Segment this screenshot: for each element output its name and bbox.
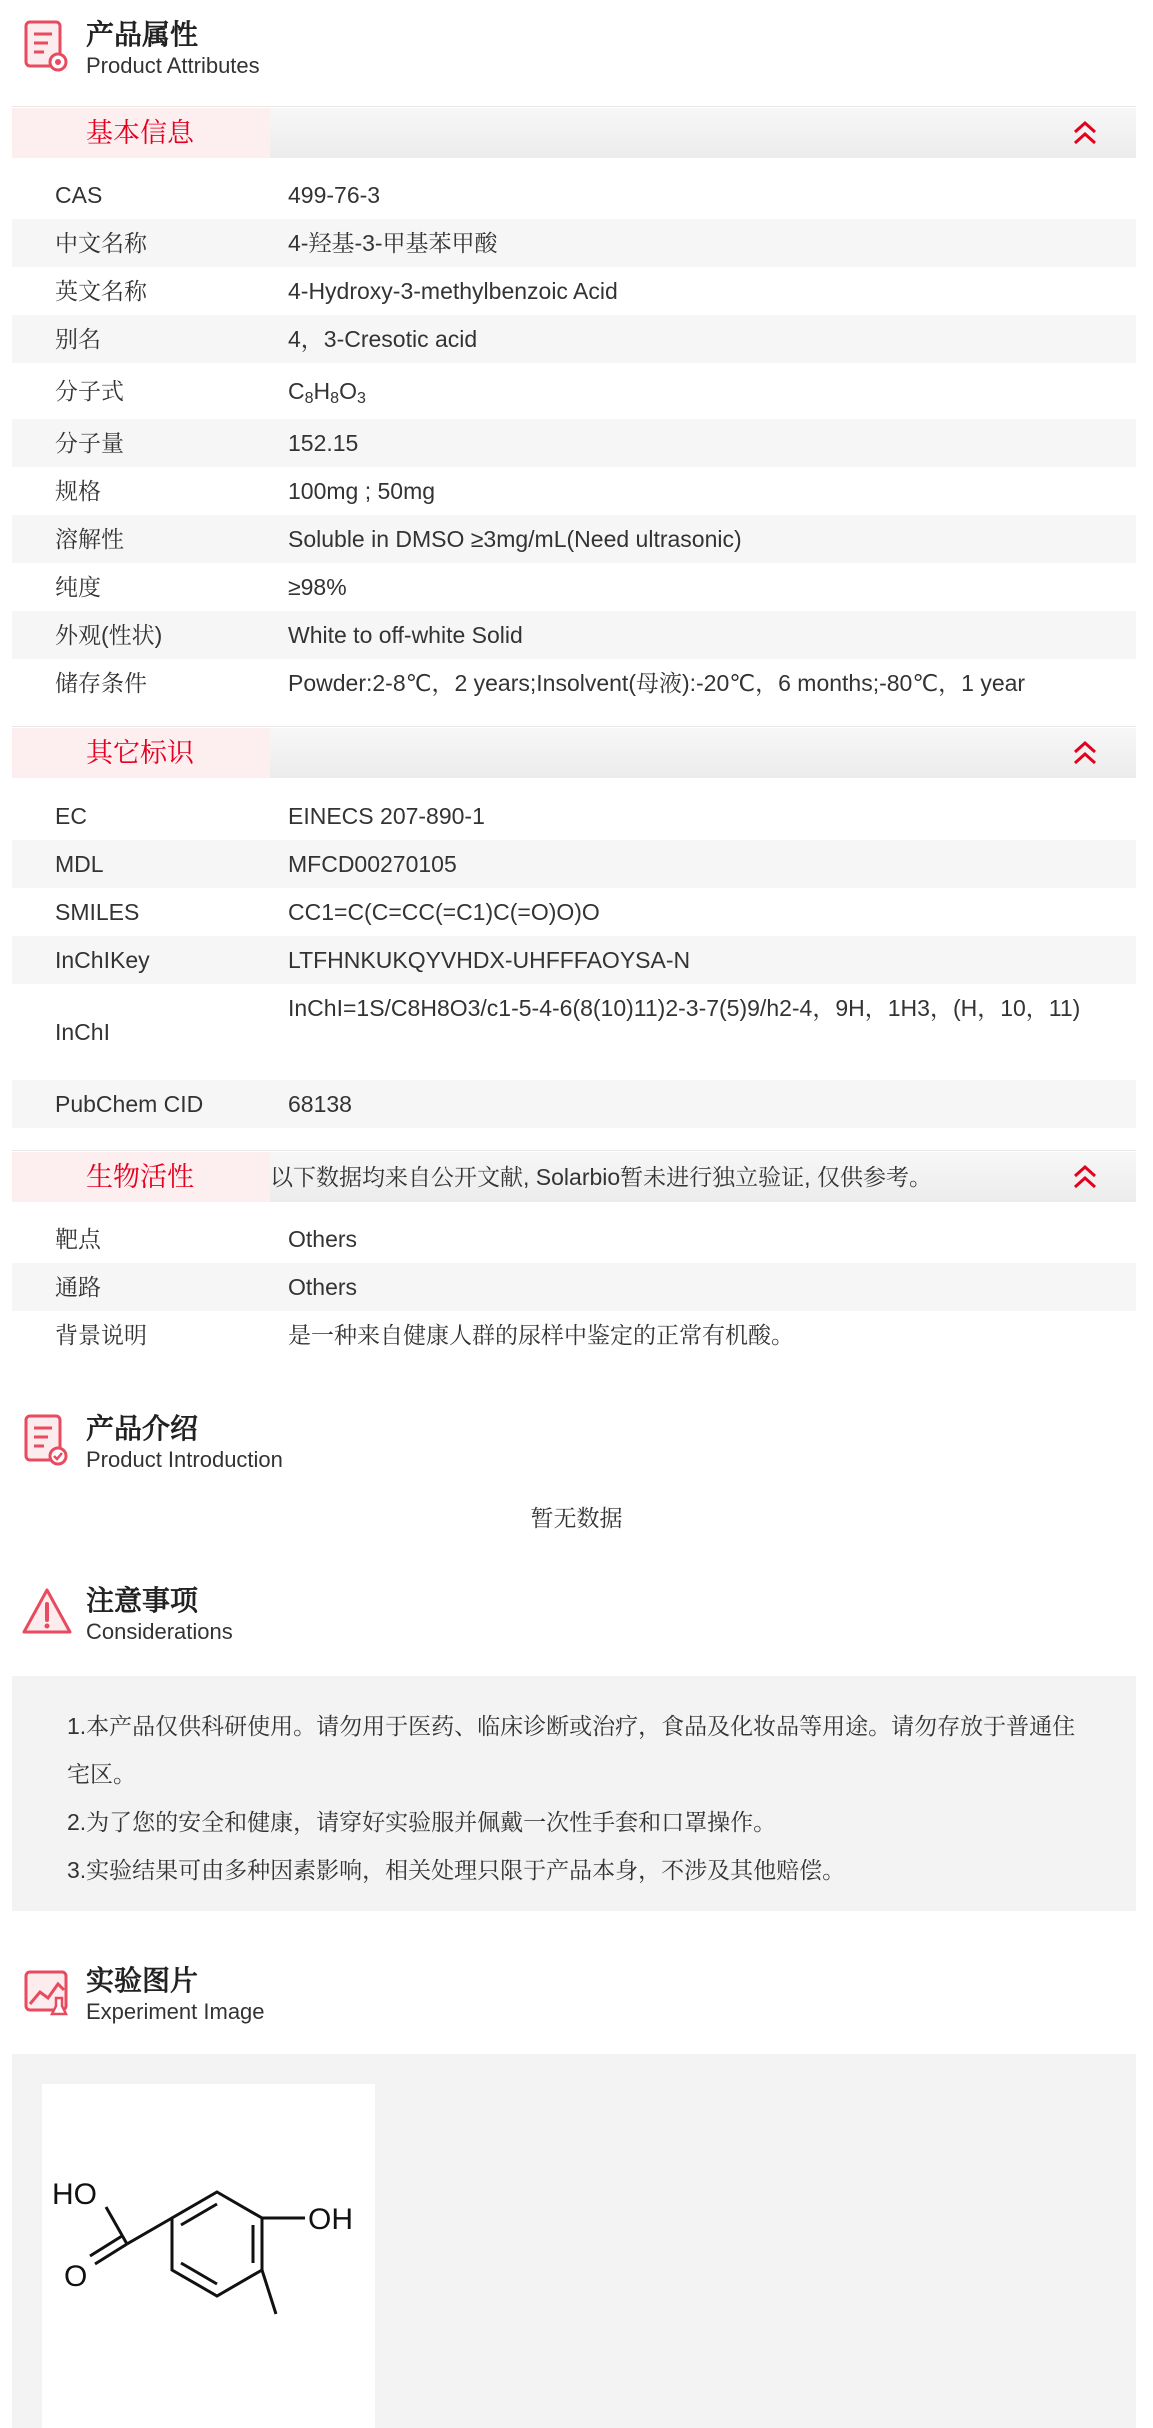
table-row (12, 888, 1136, 936)
consideration-item: 3.实验结果可由多种因素影响，相关处理只限于产品本身，不涉及其他赔偿。 (67, 1857, 846, 1883)
row-value: 4-Hydroxy-3-methylbenzoic Acid (288, 278, 618, 304)
divider (12, 1150, 1136, 1151)
structure-image (42, 2084, 375, 2428)
tab-basic-info[interactable]: 基本信息 (12, 108, 270, 158)
table-row (12, 363, 1136, 419)
section-subtitle: Considerations (86, 1619, 233, 1644)
row-key: 背景说明 (55, 1322, 147, 1348)
row-key: 通路 (55, 1274, 101, 1300)
section-title: 产品属性 (86, 19, 199, 50)
row-key: 规格 (55, 478, 101, 504)
row-value: 4，3-Cresotic acid (288, 326, 478, 352)
section-subtitle: Product Attributes (86, 53, 260, 78)
molecular-formula: $C_8H_8O_3$ (288, 378, 366, 407)
table-row (12, 659, 1136, 707)
row-value: EINECS 207-890-1 (288, 803, 485, 829)
row-key: PubChem CID (55, 1091, 204, 1117)
other-identifiers-bar (12, 728, 1136, 778)
consideration-item: 1.本产品仅供科研使用。请勿用于医药、临床诊断或治疗，食品及化妆品等用途。请勿存放于普通住宅区。 (67, 1713, 1076, 1787)
table-row (12, 611, 1136, 659)
row-value: CC1=C(C=CC(=C1)C(=O)O)O (288, 899, 600, 925)
row-key: 分子量 (55, 430, 124, 456)
structure-label-o: O (64, 2260, 88, 2293)
product-attributes-header (22, 16, 622, 76)
considerations-header (22, 1582, 622, 1642)
section-title: 产品介绍 (86, 1413, 199, 1444)
section-title: 注意事项 (86, 1585, 199, 1616)
document-check-icon (22, 1410, 74, 1470)
table-row (12, 936, 1136, 984)
row-value: Others (288, 1274, 358, 1300)
table-row (12, 1080, 1136, 1128)
chemical-structure (42, 2084, 375, 2428)
no-data-text: 暂无数据 (530, 1505, 623, 1531)
row-key: CAS (55, 182, 103, 208)
table-row (12, 984, 1136, 1080)
bio-disclaimer: 以下数据均来自公开文献, Solarbio暂未进行独立验证, 仅供参考。 (270, 1164, 932, 1190)
section-title: 实验图片 (86, 1965, 199, 1996)
warning-triangle-icon (22, 1582, 74, 1642)
divider (12, 726, 1136, 727)
table-row (12, 515, 1136, 563)
row-value: 100mg ; 50mg (288, 478, 436, 504)
table-row (12, 315, 1136, 363)
row-value: 68138 (288, 1091, 352, 1117)
row-key: MDL (55, 851, 104, 877)
section-subtitle: Product Introduction (86, 1447, 283, 1472)
row-key: 英文名称 (55, 278, 147, 304)
row-key: InChI (55, 1019, 110, 1045)
row-value: Soluble in DMSO ≥3mg/mL(Need ultrasonic) (288, 526, 742, 552)
row-key: 溶解性 (55, 526, 124, 552)
collapse-chevron-icon[interactable] (1072, 119, 1098, 147)
table-row (12, 1311, 1136, 1359)
row-key: 别名 (55, 326, 101, 352)
basic-info-bar (12, 108, 1136, 158)
row-key: SMILES (55, 899, 140, 925)
row-value: 499-76-3 (288, 182, 381, 208)
bio-activity-bar (12, 1152, 1136, 1202)
row-value: LTFHNKUKQYVHDX-UHFFFAOYSA-N (288, 947, 691, 973)
table-row (12, 1215, 1136, 1263)
table-row (12, 467, 1136, 515)
tab-other-identifiers[interactable]: 其它标识 (12, 728, 270, 778)
table-row (12, 840, 1136, 888)
image-flask-icon (22, 1962, 74, 2022)
row-key: 靶点 (55, 1226, 101, 1252)
row-value: MFCD00270105 (288, 851, 457, 877)
section-subtitle: Experiment Image (86, 1999, 265, 2024)
tab-bio-activity[interactable]: 生物活性 (12, 1152, 270, 1202)
divider (12, 106, 1136, 107)
row-value: 是一种来自健康人群的尿样中鉴定的正常有机酸。 (288, 1322, 794, 1348)
collapse-chevron-icon[interactable] (1072, 1163, 1098, 1191)
considerations-box (12, 1676, 1136, 1911)
row-key: InChIKey (55, 947, 150, 973)
row-key: 外观(性状) (55, 622, 163, 648)
table-row (12, 171, 1136, 219)
experiment-image-header (22, 1962, 622, 2022)
row-key: 纯度 (55, 574, 101, 600)
table-row (12, 267, 1136, 315)
row-key: EC (55, 803, 87, 829)
table-row (12, 792, 1136, 840)
row-key: 中文名称 (55, 230, 147, 256)
row-value: White to off-white Solid (288, 622, 523, 648)
table-row (12, 219, 1136, 267)
row-value: ≥98% (288, 574, 347, 600)
table-row (12, 563, 1136, 611)
row-value: 4-羟基-3-甲基苯甲酸 (288, 230, 498, 256)
document-gear-icon (22, 16, 74, 76)
collapse-chevron-icon[interactable] (1072, 739, 1098, 767)
table-row (12, 1263, 1136, 1311)
row-value: InChI=1S/C8H8O3/c1-5-4-6(8(10)11)2-3-7(5)9/h2-4，9H，1H3，(H，10，11) (288, 995, 1081, 1021)
experiment-image-area (12, 2054, 1136, 2428)
row-key: 分子式 (55, 378, 124, 404)
product-introduction-header (22, 1410, 622, 1470)
row-value: Others (288, 1226, 358, 1252)
structure-label-oh: OH (308, 2203, 353, 2236)
structure-label-ho: HO (52, 2178, 97, 2211)
row-value: Powder:2-8℃，2 years;Insolvent(母液):-20℃，6 months;-80℃，1 year (288, 670, 1026, 696)
table-row (12, 419, 1136, 467)
row-key: 储存条件 (55, 670, 147, 696)
row-value: 152.15 (288, 430, 359, 456)
consideration-item: 2.为了您的安全和健康，请穿好实验服并佩戴一次性手套和口罩操作。 (67, 1809, 777, 1835)
